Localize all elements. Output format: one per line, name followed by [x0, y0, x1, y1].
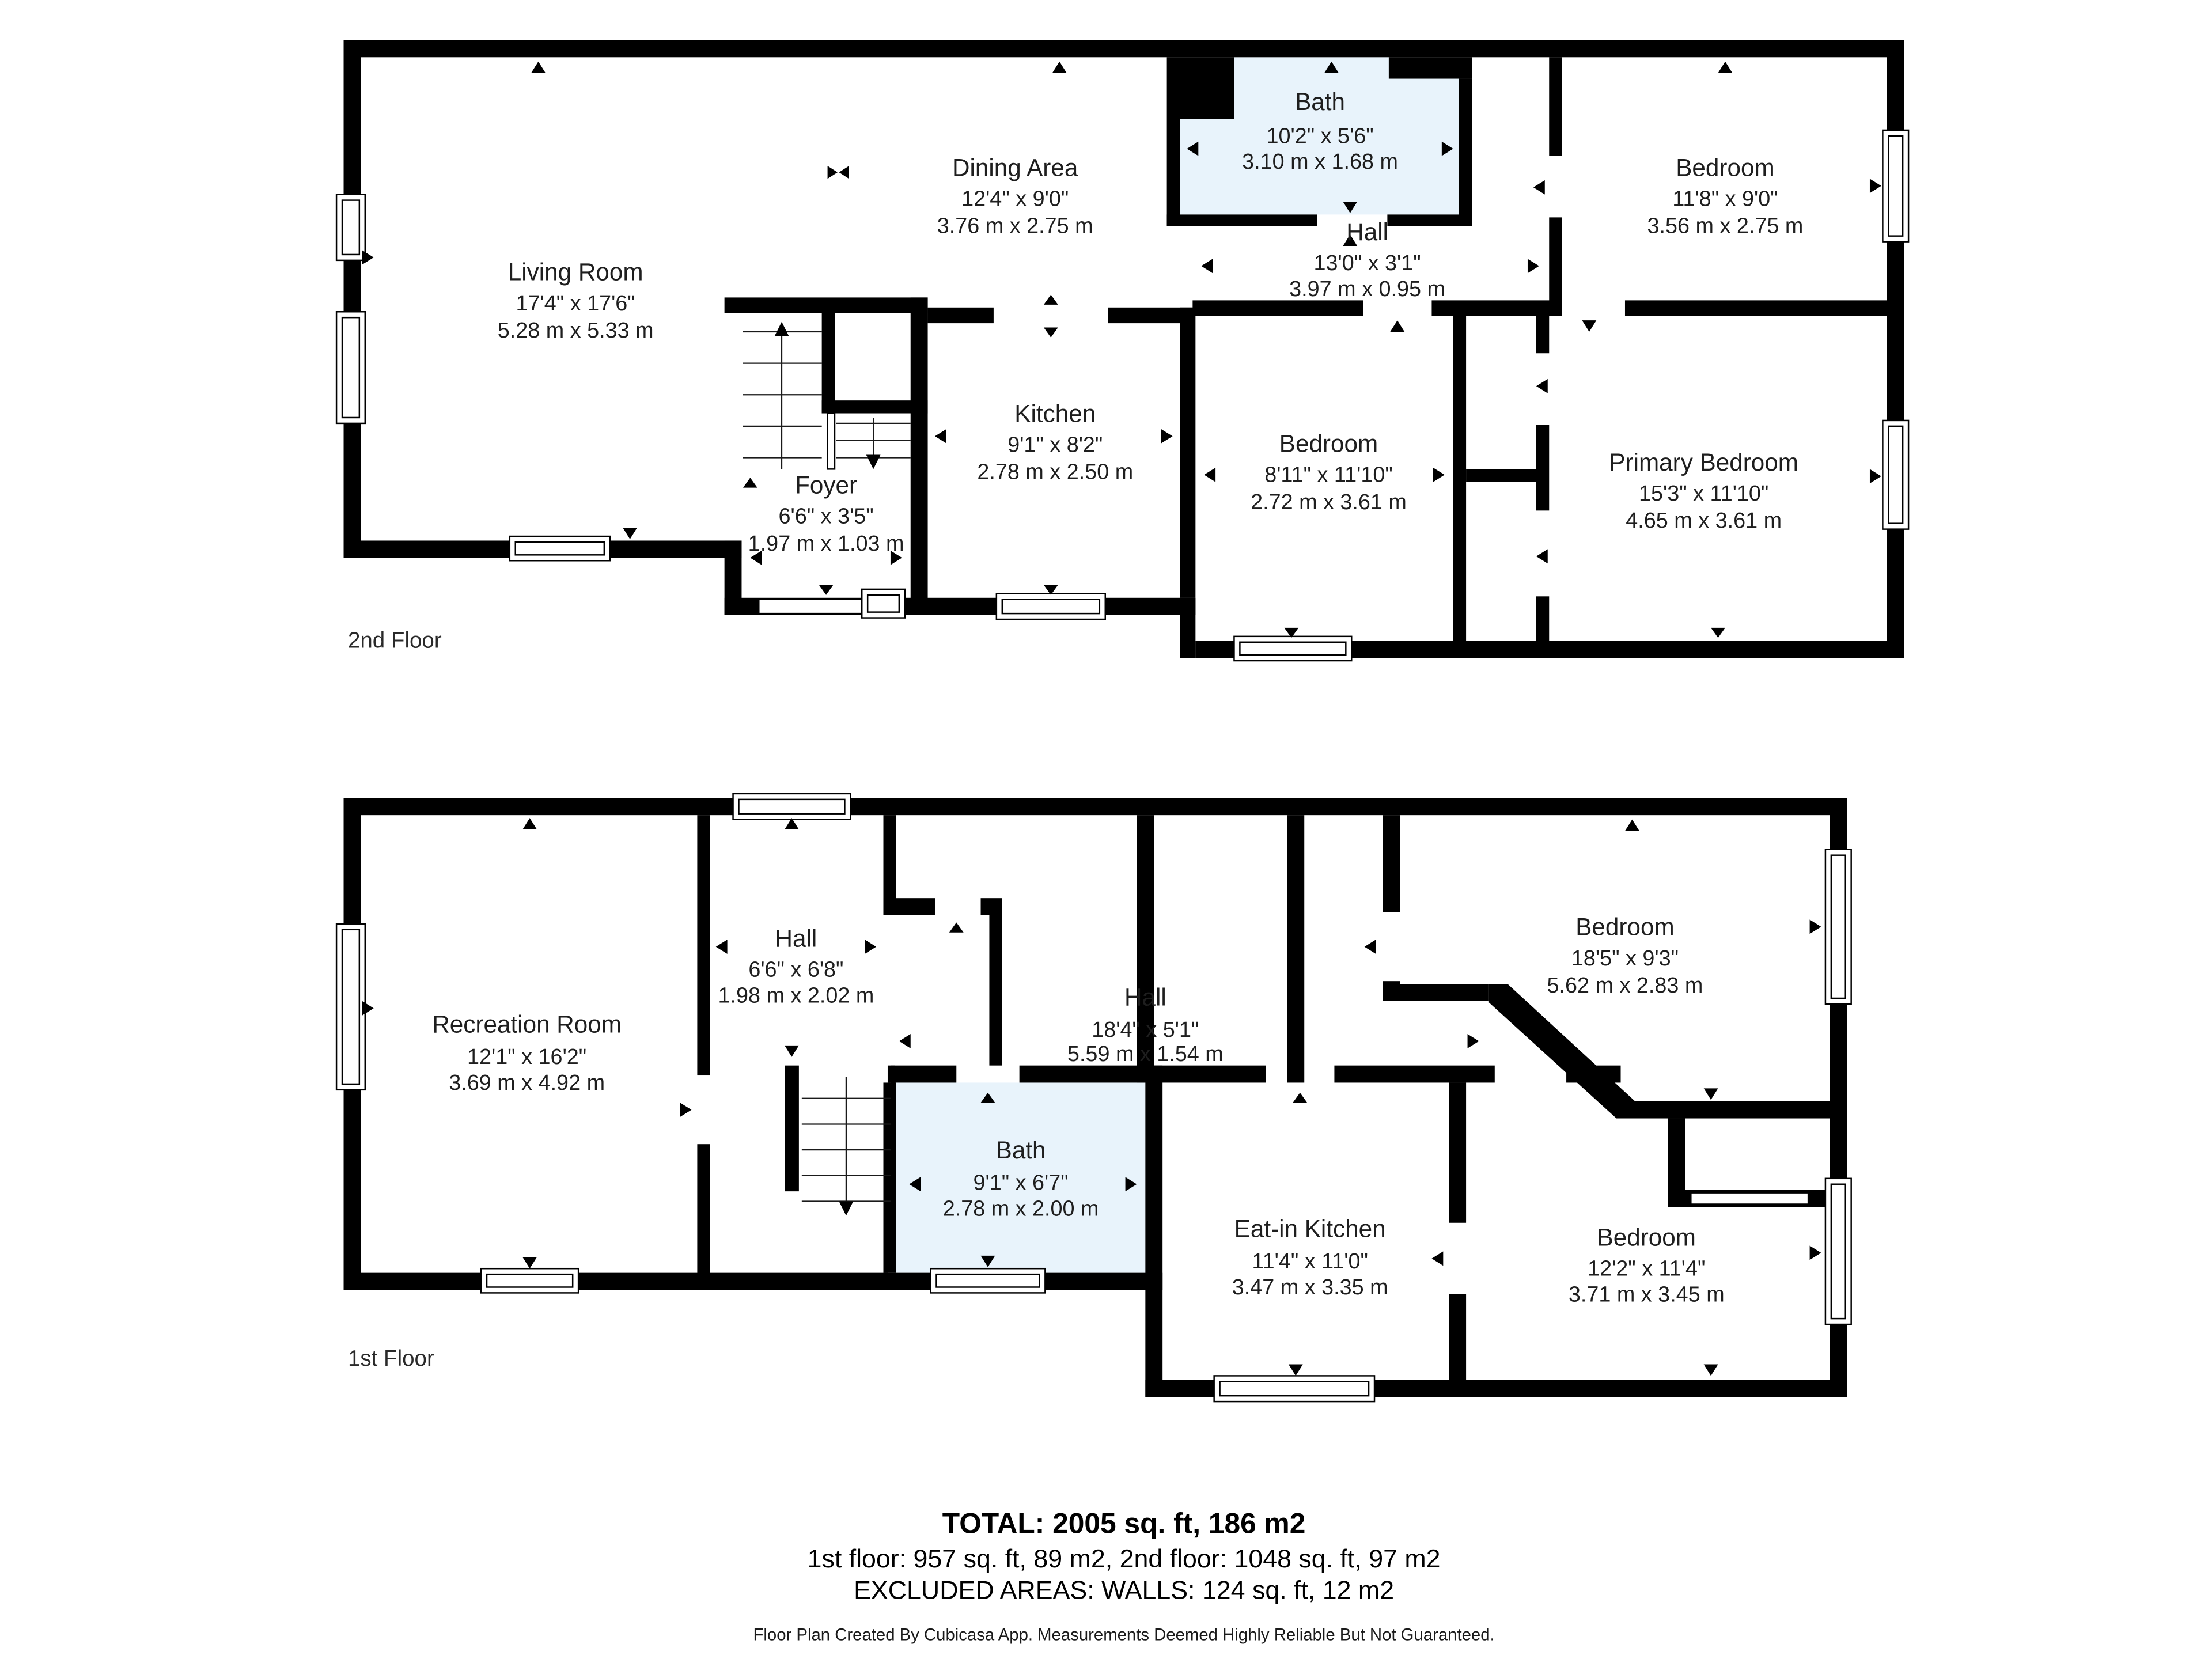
floor1-bedroom-bottom-imperial: 12'2" x 11'4": [1588, 1256, 1706, 1281]
floor-areas-text: 1st floor: 957 sq. ft, 89 m2, 2nd floor: 1048 sq. ft, 97 m2: [807, 1545, 1441, 1574]
floor2-bath-metric: 3.10 m x 1.68 m: [1242, 149, 1398, 173]
floor2-kitchen-metric: 2.78 m x 2.50 m: [977, 459, 1134, 484]
floor2-living-room-name: Living Room: [507, 258, 643, 286]
floor2-kitchen-name: Kitchen: [1014, 400, 1096, 427]
floor1-hall-upper-name: Hall: [775, 925, 817, 952]
floor2-kitchen-imperial: 9'1" x 8'2": [1007, 432, 1103, 457]
floor2-primary-bedroom-metric: 4.65 m x 3.61 m: [1626, 508, 1782, 533]
floor1-bedroom-top-imperial: 18'5" x 9'3": [1571, 945, 1679, 970]
floor2-bedroom-right-metric: 3.56 m x 2.75 m: [1647, 213, 1804, 238]
floor2-dining-area-imperial: 12'4" x 9'0": [961, 186, 1069, 211]
floor1-eat-in-kitchen-metric: 3.47 m x 3.35 m: [1232, 1274, 1388, 1299]
floor1-eat-in-kitchen-imperial: 11'4" x 11'0": [1252, 1249, 1368, 1274]
floor2-primary-bedroom-imperial: 15'3" x 11'10": [1638, 480, 1769, 505]
floor2-walls: [344, 40, 1904, 658]
floor1-hall-main-name: Hall: [1124, 983, 1166, 1011]
floor1-hall-main-imperial: 18'4" x 5'1": [1092, 1017, 1199, 1041]
floor1-label: 1st Floor: [347, 1346, 434, 1372]
floor2-primary-bedroom-name: Primary Bedroom: [1609, 448, 1798, 476]
floor2-hall-imperial: 13'0" x 3'1": [1313, 251, 1421, 275]
floor1-bedroom-top-name: Bedroom: [1575, 913, 1675, 941]
floor2-hall-name: Hall: [1346, 218, 1388, 246]
floor1-hall-main-metric: 5.59 m x 1.54 m: [1067, 1041, 1224, 1066]
floor1-bath-name: Bath: [995, 1137, 1046, 1164]
floor2-bath-name: Bath: [1295, 88, 1346, 116]
floor2-foyer-imperial: 6'6" x 3'5": [778, 503, 874, 528]
floor1-bedroom-bottom-name: Bedroom: [1597, 1224, 1696, 1251]
floor1-recreation-room-metric: 3.69 m x 4.92 m: [449, 1070, 605, 1094]
floor2-dining-area-metric: 3.76 m x 2.75 m: [937, 213, 1093, 238]
floor1-bath-metric: 2.78 m x 2.00 m: [942, 1196, 1099, 1221]
floor2-living-room-imperial: 17'4" x 17'6": [516, 290, 635, 315]
floor1-recreation-room-imperial: 12'1" x 16'2": [467, 1044, 587, 1069]
floor2-foyer-metric: 1.97 m x 1.03 m: [748, 531, 904, 555]
floor2-bedroom-center-metric: 2.72 m x 3.61 m: [1251, 489, 1407, 514]
floor2-bedroom-right-imperial: 11'8" x 9'0": [1672, 186, 1778, 211]
floor1-bedroom-bottom-metric: 3.71 m x 3.45 m: [1568, 1282, 1725, 1306]
floor2-bedroom-center-imperial: 8'11" x 11'10": [1264, 462, 1393, 487]
floor-1-plan: [336, 794, 1851, 1402]
excluded-areas-text: EXCLUDED AREAS: WALLS: 124 sq. ft, 12 m2: [854, 1576, 1395, 1605]
floor1-eat-in-kitchen-name: Eat-in Kitchen: [1234, 1215, 1386, 1243]
floor2-bedroom-right-name: Bedroom: [1676, 154, 1775, 181]
floor1-hall-upper-imperial: 6'6" x 6'8": [748, 957, 844, 982]
area-summary: [753, 1508, 1494, 1645]
floor2-hall-metric: 3.97 m x 0.95 m: [1289, 276, 1446, 301]
floor1-hall-upper-metric: 1.98 m x 2.02 m: [718, 983, 874, 1007]
disclaimer-text: Floor Plan Created By Cubicasa App. Measurements Deemed Highly Reliable But Not Guaranteed.: [753, 1625, 1495, 1645]
floor2-foyer-name: Foyer: [795, 471, 858, 499]
floor2-bedroom-center-name: Bedroom: [1279, 430, 1378, 457]
floor1-bath-imperial: 9'1" x 6'7": [973, 1170, 1069, 1195]
floor1-recreation-room-name: Recreation Room: [432, 1010, 622, 1038]
floor2-label: 2nd Floor: [347, 628, 442, 653]
floor1-stairs: [802, 1066, 895, 1228]
floor1-bedroom-top-metric: 5.62 m x 2.83 m: [1547, 973, 1703, 998]
floor-2-plan: [336, 40, 1908, 661]
floor2-entry-door: [759, 589, 905, 618]
floor2-bath-imperial: 10'2" x 5'6": [1266, 123, 1374, 148]
floor2-dining-area-name: Dining Area: [952, 154, 1078, 181]
floor1-closet-door: [1691, 1193, 1808, 1205]
total-area-text: TOTAL: 2005 sq. ft, 186 m2: [942, 1507, 1306, 1540]
floor2-living-room-metric: 5.28 m x 5.33 m: [497, 317, 654, 342]
